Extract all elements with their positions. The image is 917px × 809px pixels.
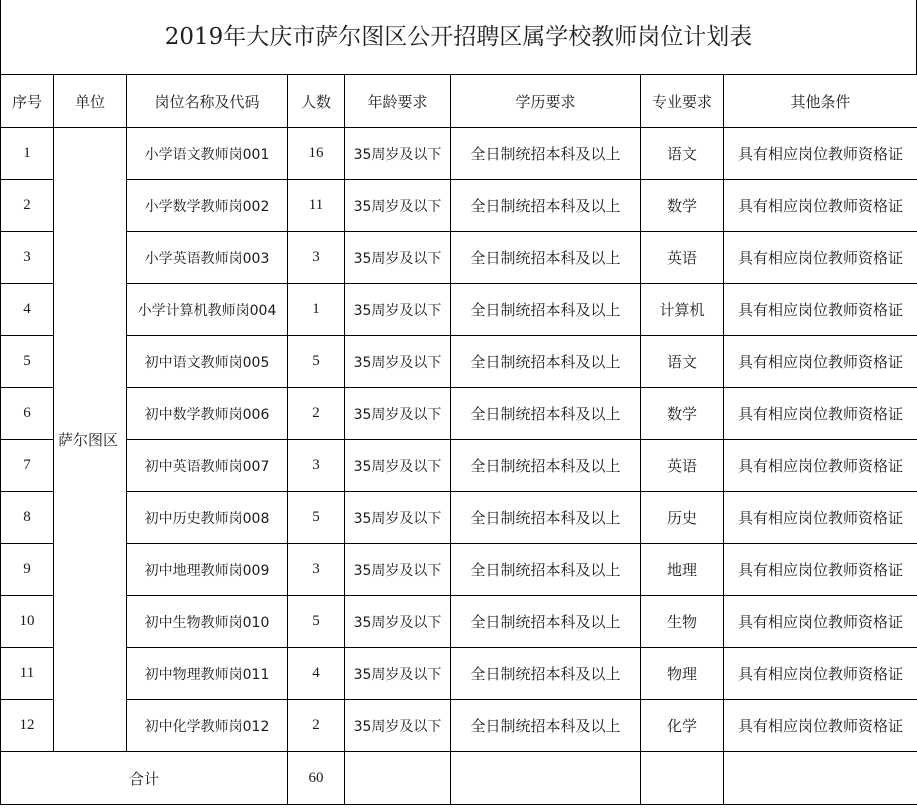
page-title: 2019年大庆市萨尔图区公开招聘区属学校教师岗位计划表: [0, 0, 917, 74]
other-condition-cell: 具有相应岗位教师资格证: [724, 128, 917, 180]
total-count: 60: [288, 752, 345, 805]
post-name-cell: 初中地理教师岗009: [127, 544, 288, 596]
major-requirement-cell: 语文: [641, 128, 724, 180]
row-number-cell: 10: [1, 596, 54, 648]
empty-cell: [345, 752, 451, 805]
post-name-cell: 初中历史教师岗008: [127, 492, 288, 544]
header-cell: 年龄要求: [345, 75, 451, 128]
education-requirement-cell: 全日制统招本科及以上: [451, 440, 641, 492]
table-row: [1, 492, 917, 544]
major-requirement-cell: 历史: [641, 492, 724, 544]
post-name-cell: 小学语文教师岗001: [127, 128, 288, 180]
row-number-cell: 7: [1, 440, 54, 492]
header-cell: 人数: [288, 75, 345, 128]
empty-cell: [641, 752, 724, 805]
post-name-cell: 小学英语教师岗003: [127, 232, 288, 284]
table-row: [1, 284, 917, 336]
major-requirement-cell: 数学: [641, 388, 724, 440]
row-number-cell: 8: [1, 492, 54, 544]
other-condition-cell: 具有相应岗位教师资格证: [724, 336, 917, 388]
empty-cell: [724, 752, 917, 805]
total-row: [1, 752, 917, 805]
table-row: [1, 648, 917, 700]
major-requirement-cell: 地理: [641, 544, 724, 596]
unit-cell: 萨尔图区: [54, 128, 127, 752]
education-requirement-cell: 全日制统招本科及以上: [451, 232, 641, 284]
header-row: [1, 75, 917, 128]
other-condition-cell: 具有相应岗位教师资格证: [724, 440, 917, 492]
major-requirement-cell: 英语: [641, 232, 724, 284]
age-requirement-cell: 35周岁及以下: [345, 128, 451, 180]
age-requirement-cell: 35周岁及以下: [345, 596, 451, 648]
row-number-cell: 6: [1, 388, 54, 440]
education-requirement-cell: 全日制统招本科及以上: [451, 128, 641, 180]
table-row: [1, 596, 917, 648]
table-row: [1, 440, 917, 492]
empty-cell: [451, 752, 641, 805]
row-number-cell: 5: [1, 336, 54, 388]
post-name-cell: 初中英语教师岗007: [127, 440, 288, 492]
header-cell: 其他条件: [724, 75, 917, 128]
header-cell: 学历要求: [451, 75, 641, 128]
post-name-cell: 初中化学教师岗012: [127, 700, 288, 752]
education-requirement-cell: 全日制统招本科及以上: [451, 596, 641, 648]
age-requirement-cell: 35周岁及以下: [345, 700, 451, 752]
other-condition-cell: 具有相应岗位教师资格证: [724, 596, 917, 648]
major-requirement-cell: 生物: [641, 596, 724, 648]
row-number-cell: 4: [1, 284, 54, 336]
headcount-cell: 3: [288, 440, 345, 492]
education-requirement-cell: 全日制统招本科及以上: [451, 284, 641, 336]
table-row: [1, 544, 917, 596]
age-requirement-cell: 35周岁及以下: [345, 284, 451, 336]
other-condition-cell: 具有相应岗位教师资格证: [724, 232, 917, 284]
post-name-cell: 小学计算机教师岗004: [127, 284, 288, 336]
other-condition-cell: 具有相应岗位教师资格证: [724, 492, 917, 544]
age-requirement-cell: 35周岁及以下: [345, 544, 451, 596]
table-row: [1, 388, 917, 440]
row-number-cell: 1: [1, 128, 54, 180]
table-row: [1, 336, 917, 388]
major-requirement-cell: 化学: [641, 700, 724, 752]
other-condition-cell: 具有相应岗位教师资格证: [724, 388, 917, 440]
headcount-cell: 16: [288, 128, 345, 180]
post-name-cell: 小学数学教师岗002: [127, 180, 288, 232]
header-cell: 序号: [1, 75, 54, 128]
education-requirement-cell: 全日制统招本科及以上: [451, 648, 641, 700]
education-requirement-cell: 全日制统招本科及以上: [451, 700, 641, 752]
education-requirement-cell: 全日制统招本科及以上: [451, 336, 641, 388]
headcount-cell: 5: [288, 596, 345, 648]
age-requirement-cell: 35周岁及以下: [345, 648, 451, 700]
post-name-cell: 初中数学教师岗006: [127, 388, 288, 440]
major-requirement-cell: 计算机: [641, 284, 724, 336]
headcount-cell: 11: [288, 180, 345, 232]
education-requirement-cell: 全日制统招本科及以上: [451, 492, 641, 544]
headcount-cell: 2: [288, 388, 345, 440]
education-requirement-cell: 全日制统招本科及以上: [451, 180, 641, 232]
headcount-cell: 5: [288, 492, 345, 544]
headcount-cell: 5: [288, 336, 345, 388]
education-requirement-cell: 全日制统招本科及以上: [451, 544, 641, 596]
header-cell: 岗位名称及代码: [127, 75, 288, 128]
header-cell: 单位: [54, 75, 127, 128]
post-name-cell: 初中语文教师岗005: [127, 336, 288, 388]
other-condition-cell: 具有相应岗位教师资格证: [724, 648, 917, 700]
post-name-cell: 初中物理教师岗011: [127, 648, 288, 700]
age-requirement-cell: 35周岁及以下: [345, 492, 451, 544]
headcount-cell: 2: [288, 700, 345, 752]
major-requirement-cell: 语文: [641, 336, 724, 388]
age-requirement-cell: 35周岁及以下: [345, 180, 451, 232]
header-cell: 专业要求: [641, 75, 724, 128]
row-number-cell: 11: [1, 648, 54, 700]
table-row: [1, 700, 917, 752]
age-requirement-cell: 35周岁及以下: [345, 440, 451, 492]
total-label: 合计: [1, 752, 288, 805]
age-requirement-cell: 35周岁及以下: [345, 232, 451, 284]
other-condition-cell: 具有相应岗位教师资格证: [724, 180, 917, 232]
row-number-cell: 2: [1, 180, 54, 232]
age-requirement-cell: 35周岁及以下: [345, 336, 451, 388]
table-row: [1, 232, 917, 284]
recruitment-table: [0, 74, 917, 805]
post-name-cell: 初中生物教师岗010: [127, 596, 288, 648]
row-number-cell: 12: [1, 700, 54, 752]
education-requirement-cell: 全日制统招本科及以上: [451, 388, 641, 440]
table-row: [1, 128, 917, 180]
row-number-cell: 9: [1, 544, 54, 596]
other-condition-cell: 具有相应岗位教师资格证: [724, 284, 917, 336]
major-requirement-cell: 物理: [641, 648, 724, 700]
other-condition-cell: 具有相应岗位教师资格证: [724, 544, 917, 596]
table-row: [1, 180, 917, 232]
headcount-cell: 1: [288, 284, 345, 336]
headcount-cell: 3: [288, 544, 345, 596]
headcount-cell: 4: [288, 648, 345, 700]
major-requirement-cell: 数学: [641, 180, 724, 232]
row-number-cell: 3: [1, 232, 54, 284]
age-requirement-cell: 35周岁及以下: [345, 388, 451, 440]
major-requirement-cell: 英语: [641, 440, 724, 492]
other-condition-cell: 具有相应岗位教师资格证: [724, 700, 917, 752]
headcount-cell: 3: [288, 232, 345, 284]
